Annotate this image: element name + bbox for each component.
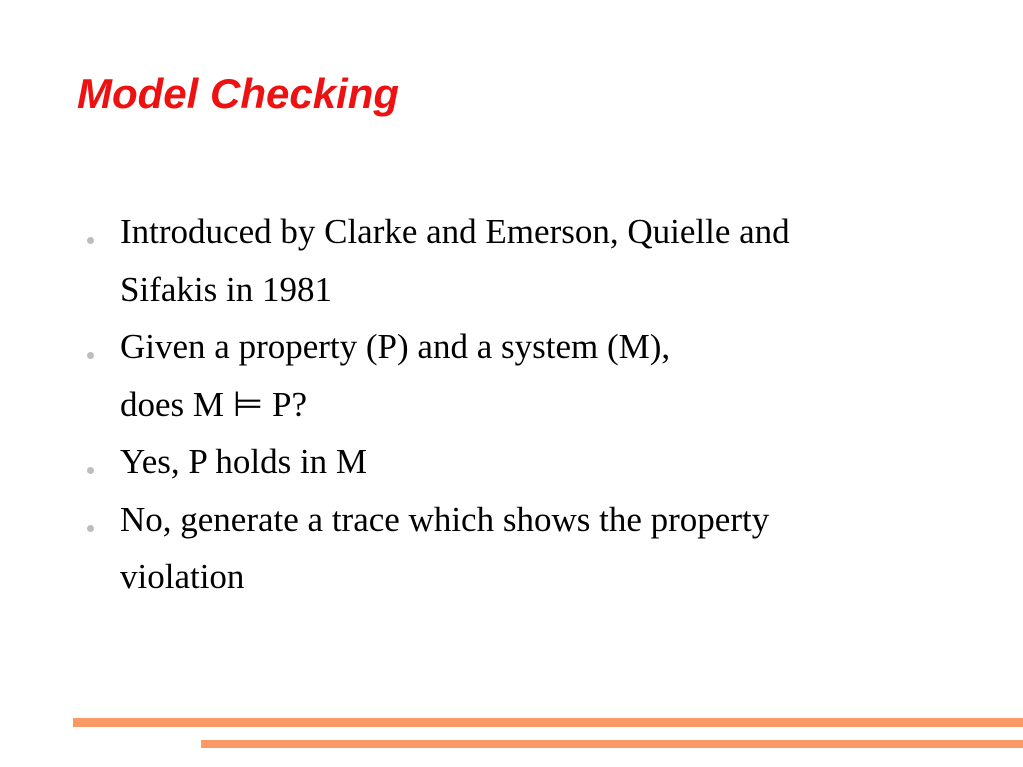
bullet-text-line: Introduced by Clarke and Emerson, Quielle and	[120, 212, 790, 251]
bullet-text-line: does M ⊨ P?	[120, 384, 308, 424]
decorative-stripe-top	[73, 718, 1023, 727]
decorative-stripe-bottom	[201, 740, 1023, 748]
slide-title: Model Checking	[77, 70, 400, 117]
bullet-dot-icon	[87, 237, 94, 244]
bullet-text-line: Sifakis in 1981	[120, 269, 332, 309]
bullet-item	[85, 433, 985, 491]
bullet-dot-icon	[87, 525, 94, 532]
bullet-text-line: Yes, P holds in M	[120, 442, 368, 481]
bullet-item	[85, 203, 985, 318]
bullet-text-line: No, generate a trace which shows the property	[120, 499, 770, 539]
bullet-dot-icon	[87, 467, 94, 474]
bullet-text-line: violation	[120, 557, 245, 596]
bullet-text-line: Given a property (P) and a system (M),	[120, 327, 671, 366]
bullet-item	[85, 491, 985, 606]
bullet-dot-icon	[87, 352, 94, 359]
bullet-list	[85, 203, 985, 606]
bullet-item	[85, 318, 985, 433]
